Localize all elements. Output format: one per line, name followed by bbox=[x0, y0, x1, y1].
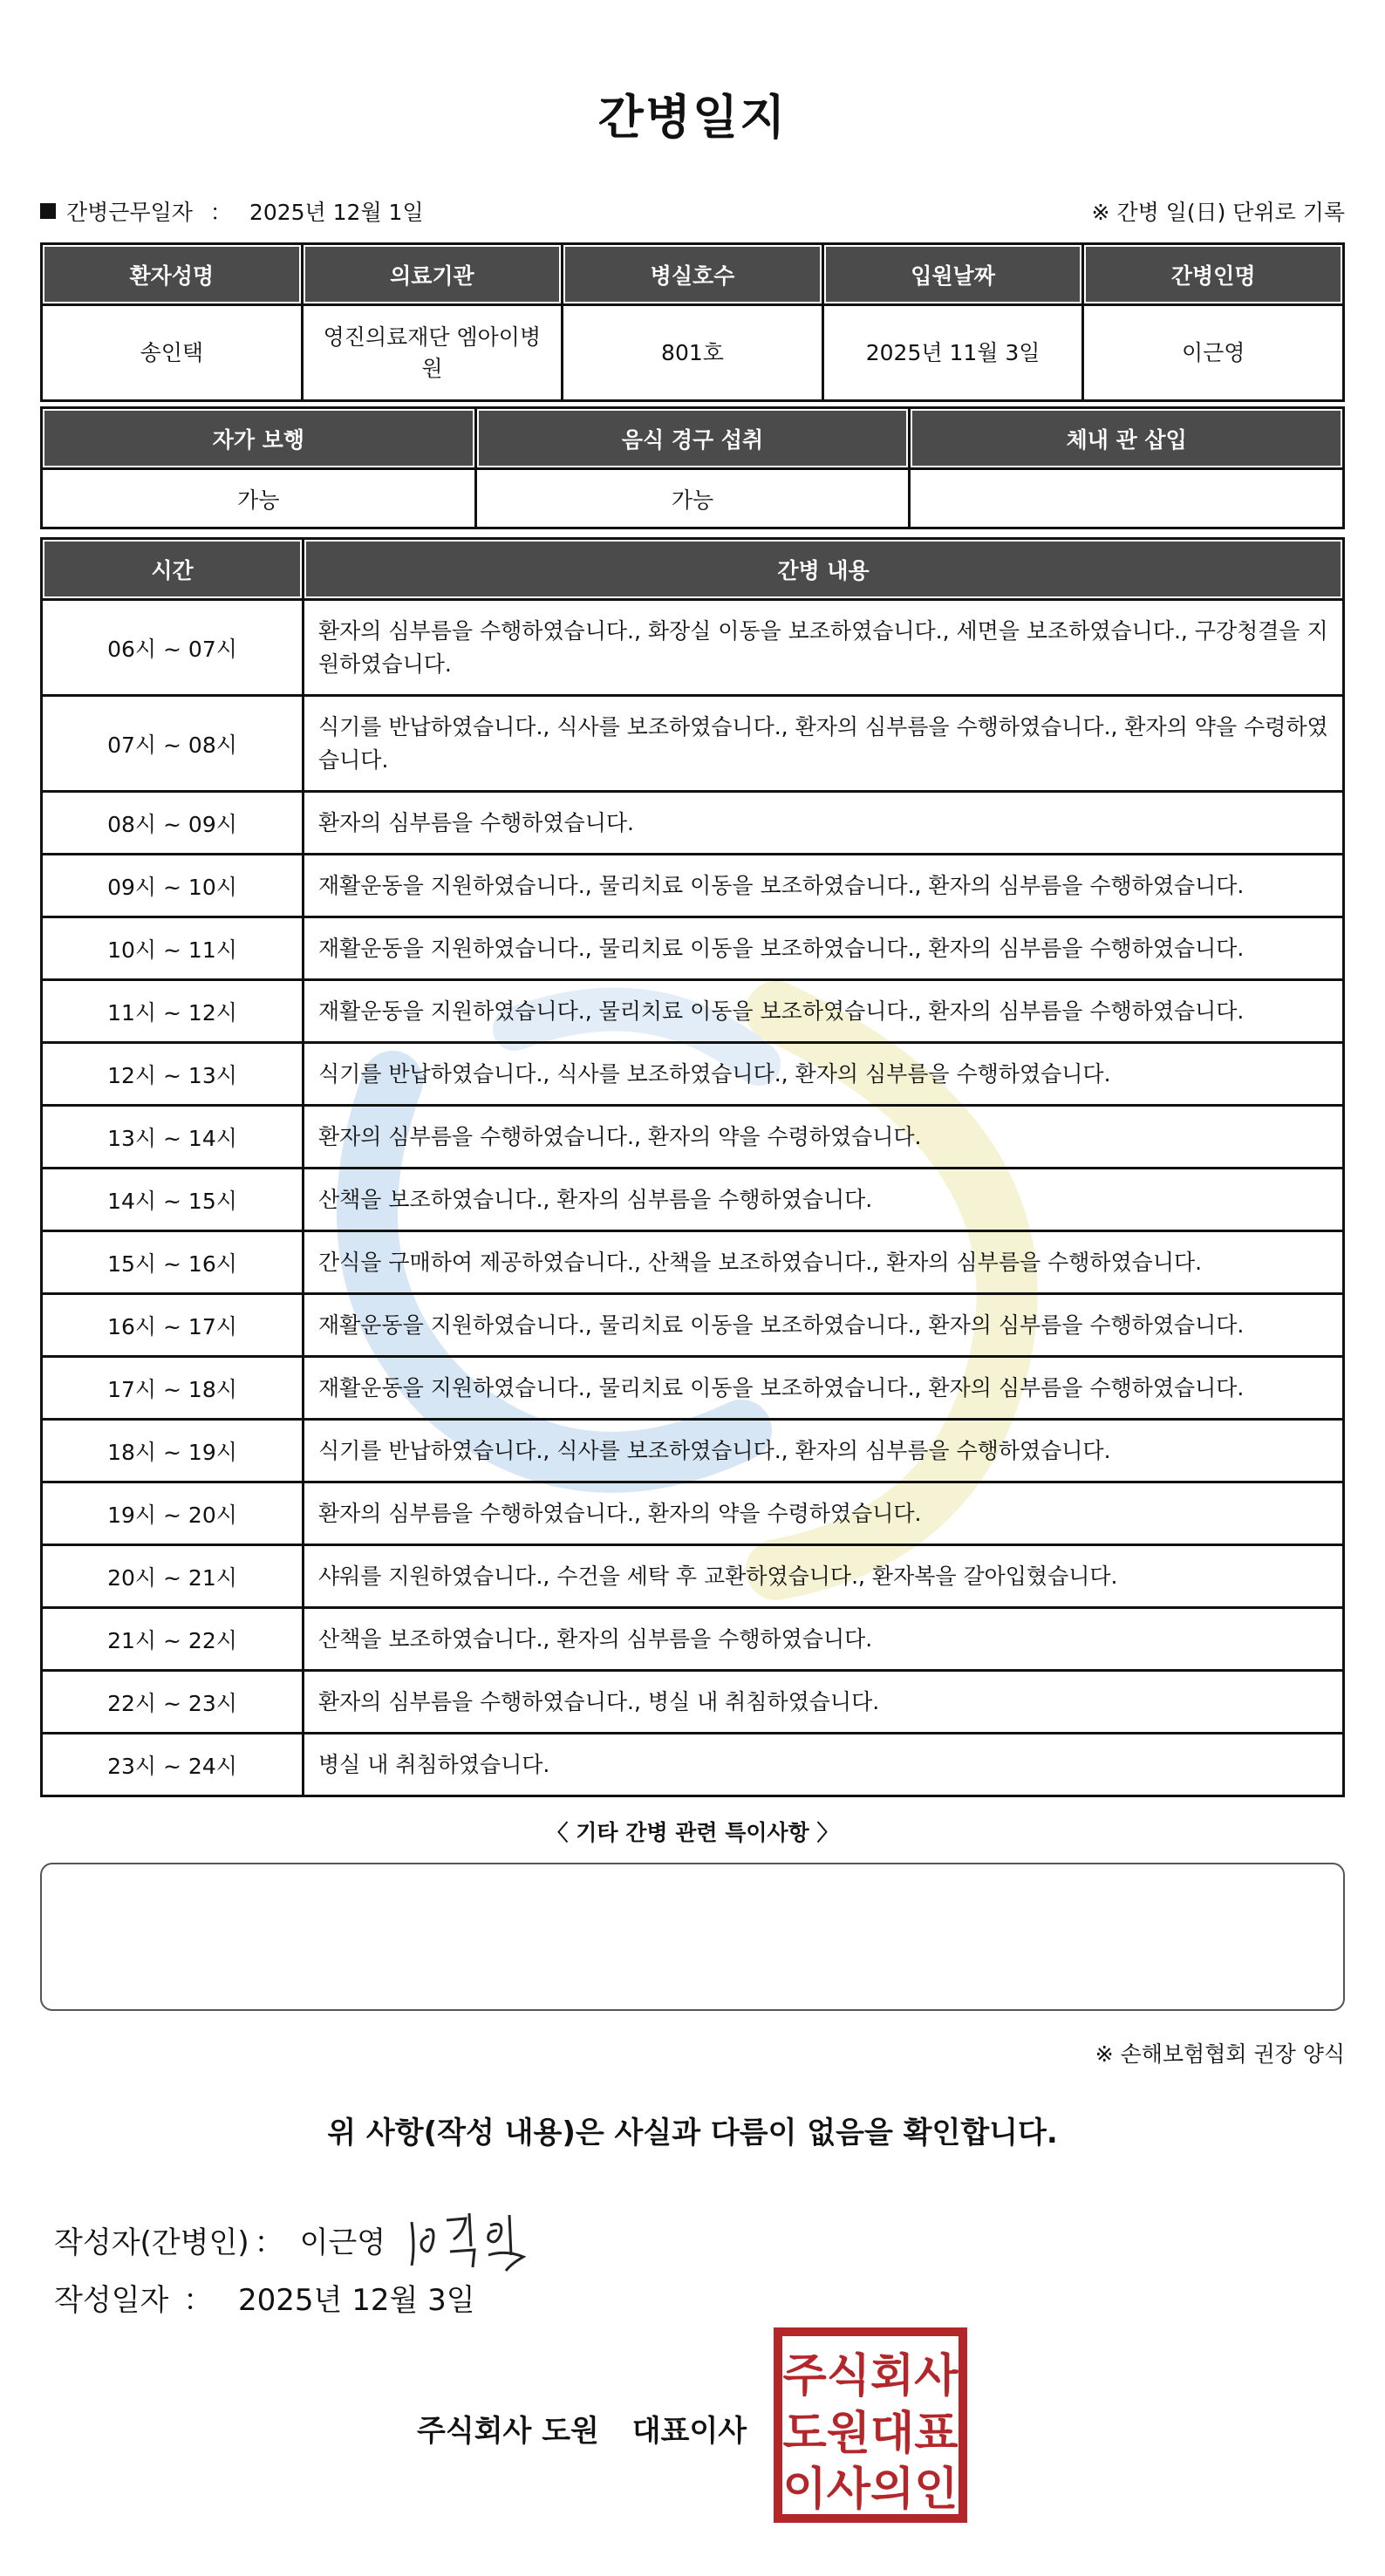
company-line bbox=[417, 2407, 769, 2450]
header-room: 병실호수 bbox=[563, 244, 823, 305]
log-content: 산책을 보조하였습니다., 환자의 심부름을 수행하였습니다. bbox=[304, 1608, 1344, 1671]
log-content: 간식을 구매하여 제공하였습니다., 산책을 보조하였습니다., 환자의 심부름을 수행하였습니다. bbox=[304, 1231, 1344, 1294]
care-status-table bbox=[40, 406, 1345, 529]
log-content: 환자의 심부름을 수행하였습니다., 환자의 약을 수령하였습니다. bbox=[304, 1106, 1344, 1169]
care-log-row bbox=[42, 1420, 1344, 1482]
meta-row bbox=[40, 195, 1345, 230]
log-time: 12시 ~ 13시 bbox=[42, 1043, 304, 1106]
log-time: 16시 ~ 17시 bbox=[42, 1294, 304, 1357]
log-content: 환자의 심부름을 수행하였습니다., 환자의 약을 수령하였습니다. bbox=[304, 1482, 1344, 1545]
square-bullet-icon bbox=[40, 203, 56, 219]
log-content: 식기를 반납하였습니다., 식사를 보조하였습니다., 환자의 심부름을 수행하였습니다. bbox=[304, 1420, 1344, 1482]
oral-intake-value: 가능 bbox=[475, 469, 910, 528]
header-admission-date: 입원날짜 bbox=[822, 244, 1083, 305]
care-log-row bbox=[42, 980, 1344, 1043]
log-time: 10시 ~ 11시 bbox=[42, 917, 304, 980]
care-log-body bbox=[42, 600, 1344, 1796]
written-date-colon: ： bbox=[183, 2283, 214, 2318]
care-log-row bbox=[42, 1231, 1344, 1294]
care-log-header-row bbox=[42, 539, 1344, 600]
header-patient-name: 환자성명 bbox=[42, 244, 303, 305]
svg-text:도원대표: 도원대표 bbox=[782, 2408, 959, 2460]
log-time: 21시 ~ 22시 bbox=[42, 1608, 304, 1671]
log-content: 재활운동을 지원하였습니다., 물리치료 이동을 보조하였습니다., 환자의 심부름을 수행하였습니다. bbox=[304, 1294, 1344, 1357]
svg-text:주식회사: 주식회사 bbox=[782, 2350, 959, 2402]
room-number: 801호 bbox=[563, 305, 823, 401]
care-log-row bbox=[42, 1106, 1344, 1169]
special-notes-box bbox=[40, 1863, 1345, 2011]
log-content: 환자의 심부름을 수행하였습니다. bbox=[304, 792, 1344, 855]
writer-label: 작성자(간병인) bbox=[54, 2225, 249, 2260]
care-log-row bbox=[42, 1734, 1344, 1796]
care-status-header-row bbox=[42, 408, 1344, 469]
header-self-walking: 자가 보행 bbox=[42, 408, 476, 469]
log-content: 식기를 반납하였습니다., 식사를 보조하였습니다., 환자의 심부름을 수행하였습니다., 환자의 약을 수령하였습니다. bbox=[304, 696, 1344, 792]
header-caregiver-name: 간병인명 bbox=[1083, 244, 1344, 305]
care-log-table bbox=[40, 537, 1345, 1797]
care-log-row bbox=[42, 1357, 1344, 1420]
writer-line bbox=[54, 2205, 542, 2274]
work-date-label: 간병근무일자 bbox=[66, 200, 193, 225]
log-time: 18시 ~ 19시 bbox=[42, 1420, 304, 1482]
log-time: 22시 ~ 23시 bbox=[42, 1671, 304, 1734]
log-time: 06시 ~ 07시 bbox=[42, 600, 304, 696]
care-log-row bbox=[42, 600, 1344, 696]
care-log-row bbox=[42, 1294, 1344, 1357]
header-oral-intake: 음식 경구 섭취 bbox=[475, 408, 910, 469]
written-date-value: 2025년 12월 3일 bbox=[238, 2283, 475, 2318]
hospital-name: 영진의료재단 엠아이병원 bbox=[302, 305, 563, 401]
log-time: 11시 ~ 12시 bbox=[42, 980, 304, 1043]
header-care-content: 간병 내용 bbox=[304, 539, 1344, 600]
care-log-row bbox=[42, 855, 1344, 917]
care-log-row bbox=[42, 1545, 1344, 1608]
form-notice: ※ 손해보험협회 권장 양식 bbox=[1095, 2041, 1345, 2067]
log-time: 15시 ~ 16시 bbox=[42, 1231, 304, 1294]
record-unit-note: ※ 간병 일(日) 단위로 기록 bbox=[1091, 200, 1345, 225]
care-log-row bbox=[42, 1482, 1344, 1545]
svg-text:이사의인: 이사의인 bbox=[782, 2464, 959, 2516]
work-date bbox=[40, 195, 424, 227]
log-time: 09시 ~ 10시 bbox=[42, 855, 304, 917]
self-walking-value: 가능 bbox=[42, 469, 476, 528]
care-log-row bbox=[42, 1671, 1344, 1734]
handwritten-signature bbox=[403, 2205, 542, 2274]
log-content: 샤워를 지원하였습니다., 수건을 세탁 후 교환하였습니다., 환자복을 갈아입혔습니다. bbox=[304, 1545, 1344, 1608]
care-log-row bbox=[42, 1608, 1344, 1671]
log-content: 재활운동을 지원하였습니다., 물리치료 이동을 보조하였습니다., 환자의 심부름을 수행하였습니다. bbox=[304, 1357, 1344, 1420]
log-time: 19시 ~ 20시 bbox=[42, 1482, 304, 1545]
header-hospital: 의료기관 bbox=[302, 244, 563, 305]
tube-insertion-value bbox=[910, 469, 1344, 528]
log-content: 재활운동을 지원하였습니다., 물리치료 이동을 보조하였습니다., 환자의 심부름을 수행하였습니다. bbox=[304, 917, 1344, 980]
writer-name: 이근영 bbox=[299, 2225, 386, 2260]
company-name: 주식회사 도원 bbox=[417, 2414, 599, 2449]
log-content: 환자의 심부름을 수행하였습니다., 화장실 이동을 보조하였습니다., 세면을 보조하였습니다., 구강청결을 지원하였습니다. bbox=[304, 600, 1344, 696]
patient-info-value-row bbox=[42, 305, 1344, 401]
care-log-row bbox=[42, 1043, 1344, 1106]
log-time: 17시 ~ 18시 bbox=[42, 1357, 304, 1420]
company-title: 대표이사 bbox=[631, 2414, 747, 2449]
log-time: 07시 ~ 08시 bbox=[42, 696, 304, 792]
care-log-row bbox=[42, 1169, 1344, 1231]
log-time: 20시 ~ 21시 bbox=[42, 1545, 304, 1608]
confirmation-statement: 위 사항(작성 내용)은 사실과 다름이 없음을 확인합니다. bbox=[327, 2116, 1058, 2150]
log-content: 환자의 심부름을 수행하였습니다., 병실 내 취침하였습니다. bbox=[304, 1671, 1344, 1734]
caregiver-name: 이근영 bbox=[1083, 305, 1344, 401]
writer-colon: ： bbox=[254, 2225, 284, 2260]
log-content: 병실 내 취침하였습니다. bbox=[304, 1734, 1344, 1796]
log-content: 산책을 보조하였습니다., 환자의 심부름을 수행하였습니다. bbox=[304, 1169, 1344, 1231]
care-status-value-row bbox=[42, 469, 1344, 528]
log-time: 14시 ~ 15시 bbox=[42, 1169, 304, 1231]
company-seal-icon bbox=[773, 2327, 968, 2524]
document-title: 간병일지 bbox=[597, 90, 788, 145]
log-time: 08시 ~ 09시 bbox=[42, 792, 304, 855]
care-log-row bbox=[42, 696, 1344, 792]
header-tube-insertion: 체내 관 삽입 bbox=[910, 408, 1344, 469]
written-date-label: 작성일자 bbox=[54, 2283, 169, 2318]
special-notes-label: 〈 기타 간병 관련 특이사항 〉 bbox=[546, 1820, 839, 1845]
work-date-colon: ： bbox=[209, 200, 232, 225]
patient-info-header-row bbox=[42, 244, 1344, 305]
written-date-line bbox=[54, 2276, 475, 2319]
log-content: 재활운동을 지원하였습니다., 물리치료 이동을 보조하였습니다., 환자의 심부름을 수행하였습니다. bbox=[304, 855, 1344, 917]
log-content: 재활운동을 지원하였습니다., 물리치료 이동을 보조하였습니다., 환자의 심부름을 수행하였습니다. bbox=[304, 980, 1344, 1043]
header-time: 시간 bbox=[42, 539, 304, 600]
work-date-value: 2025년 12월 1일 bbox=[249, 200, 424, 225]
log-content: 식기를 반납하였습니다., 식사를 보조하였습니다., 환자의 심부름을 수행하였습니다. bbox=[304, 1043, 1344, 1106]
log-time: 23시 ~ 24시 bbox=[42, 1734, 304, 1796]
patient-name: 송인택 bbox=[42, 305, 303, 401]
patient-info-table bbox=[40, 242, 1345, 402]
admission-date: 2025년 11월 3일 bbox=[822, 305, 1083, 401]
care-log-row bbox=[42, 917, 1344, 980]
care-log-row bbox=[42, 792, 1344, 855]
log-time: 13시 ~ 14시 bbox=[42, 1106, 304, 1169]
